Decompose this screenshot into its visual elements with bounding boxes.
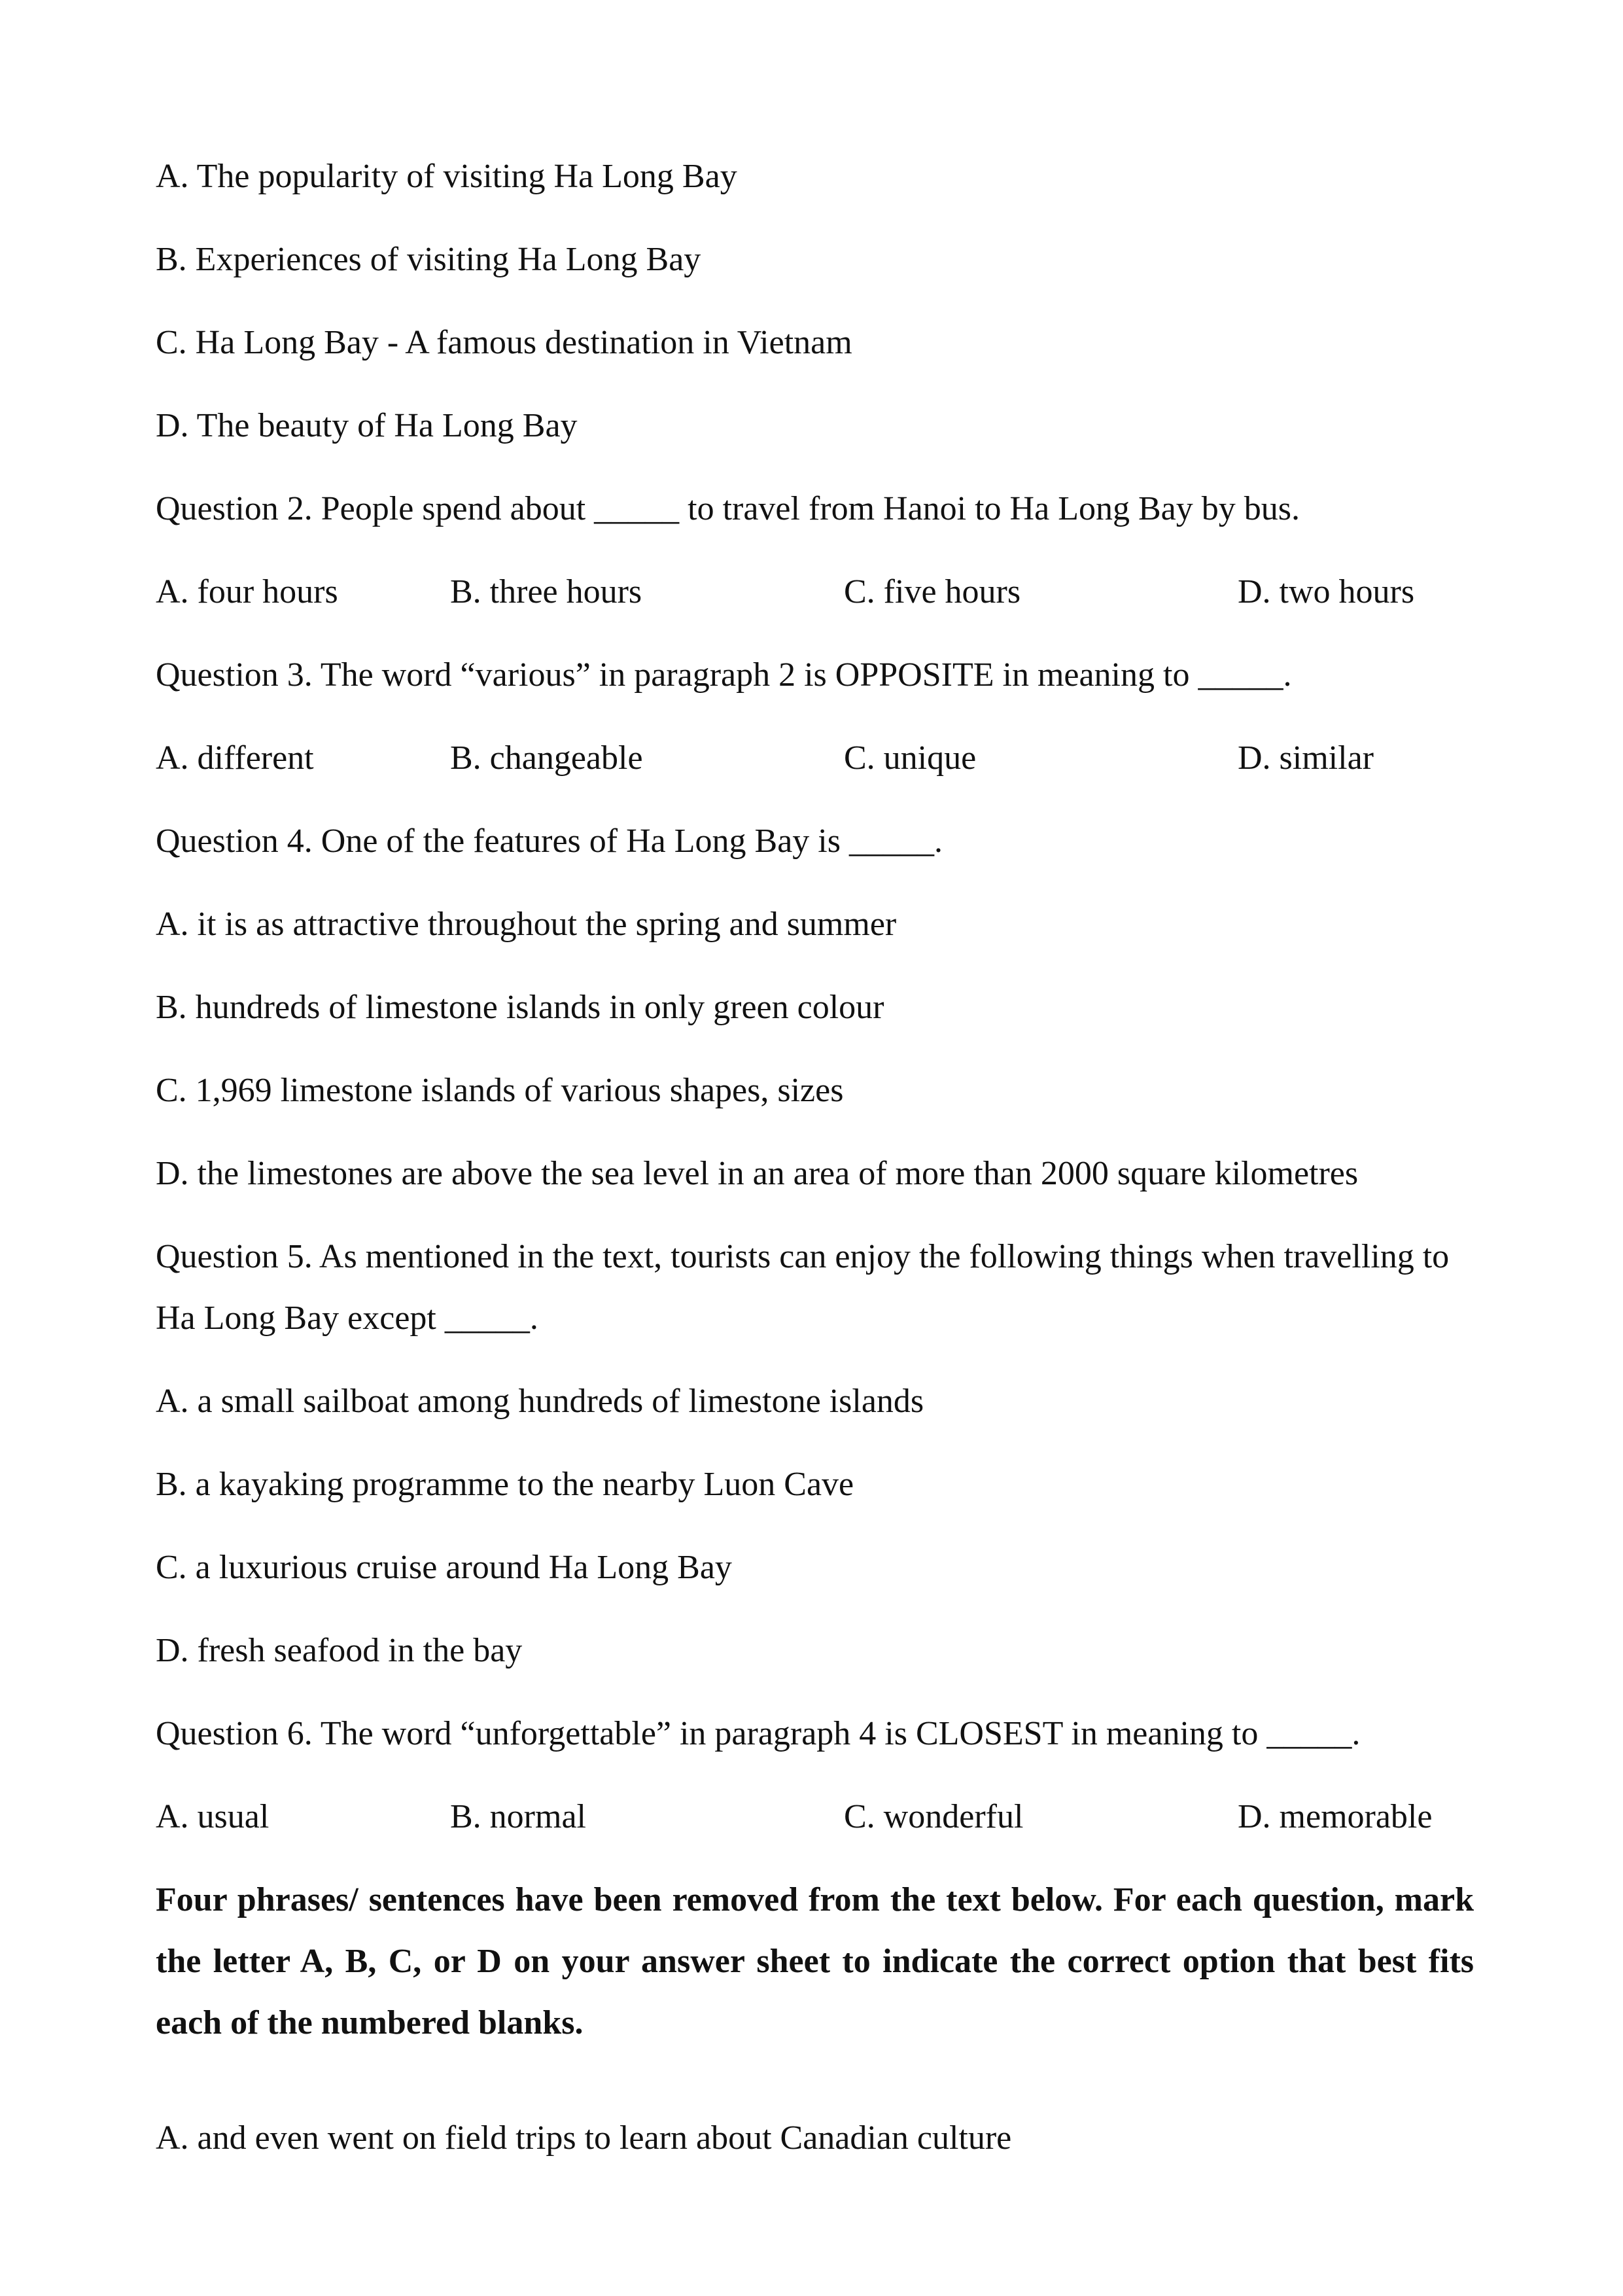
- q4-option-b: B. hundreds of limestone islands in only green colour: [156, 989, 884, 1026]
- q5-option-a: A. a small sailboat among hundreds of limestone islands: [156, 1383, 924, 1420]
- q2-option-a: A. four hours: [156, 573, 338, 610]
- q3-option-d: D. similar: [1238, 739, 1374, 777]
- q2-stem: Question 2. People spend about _____ to travel from Hanoi to Ha Long Bay by bus.: [156, 490, 1300, 527]
- q6-stem: Question 6. The word “unforgettable” in paragraph 4 is CLOSEST in meaning to _____.: [156, 1715, 1361, 1752]
- q3-stem: Question 3. The word “various” in paragraph 2 is OPPOSITE in meaning to _____.: [156, 656, 1292, 694]
- q6-option-d: D. memorable: [1238, 1798, 1433, 1835]
- q3-option-c: C. unique: [844, 739, 977, 777]
- q5-option-b: B. a kayaking programme to the nearby Luon Cave: [156, 1466, 854, 1503]
- q4-option-a: A. it is as attractive throughout the spring and summer: [156, 906, 897, 943]
- q6-option-b: B. normal: [450, 1798, 586, 1835]
- q3-option-a: A. different: [156, 739, 314, 777]
- q1-option-c: C. Ha Long Bay - A famous destination in Vietnam: [156, 324, 852, 361]
- q5-stem: Question 5. As mentioned in the text, tourists can enjoy the following things when travelling to Ha Long Bay except _____.: [156, 1238, 1450, 1337]
- next-section-option-a: A. and even went on field trips to learn about Canadian culture: [156, 2119, 1012, 2157]
- q1-option-a: A. The popularity of visiting Ha Long Bay: [156, 158, 737, 195]
- q5-option-c: C. a luxurious cruise around Ha Long Bay: [156, 1549, 732, 1586]
- q3-option-b: B. changeable: [450, 739, 643, 777]
- q6-option-c: C. wonderful: [844, 1798, 1024, 1835]
- q6-option-a: A. usual: [156, 1798, 270, 1835]
- q2-option-b: B. three hours: [450, 573, 642, 610]
- q2-option-c: C. five hours: [844, 573, 1021, 610]
- q2-option-d: D. two hours: [1238, 573, 1415, 610]
- q1-option-d: D. The beauty of Ha Long Bay: [156, 407, 578, 444]
- q1-option-b: B. Experiences of visiting Ha Long Bay: [156, 241, 701, 278]
- section-instruction: Four phrases/ sentences have been removed from the text below. For each question, mark the letter A, B, C, or D on your answer sheet to indicate the correct option that best fits each of the numbered blanks.: [156, 1881, 1474, 2041]
- q4-option-c: C. 1,969 limestone islands of various shapes, sizes: [156, 1072, 844, 1109]
- q4-stem: Question 4. One of the features of Ha Long Bay is _____.: [156, 822, 943, 860]
- q5-option-d: D. fresh seafood in the bay: [156, 1632, 523, 1669]
- q4-option-d: D. the limestones are above the sea level in an area of more than 2000 square kilometres: [156, 1155, 1359, 1192]
